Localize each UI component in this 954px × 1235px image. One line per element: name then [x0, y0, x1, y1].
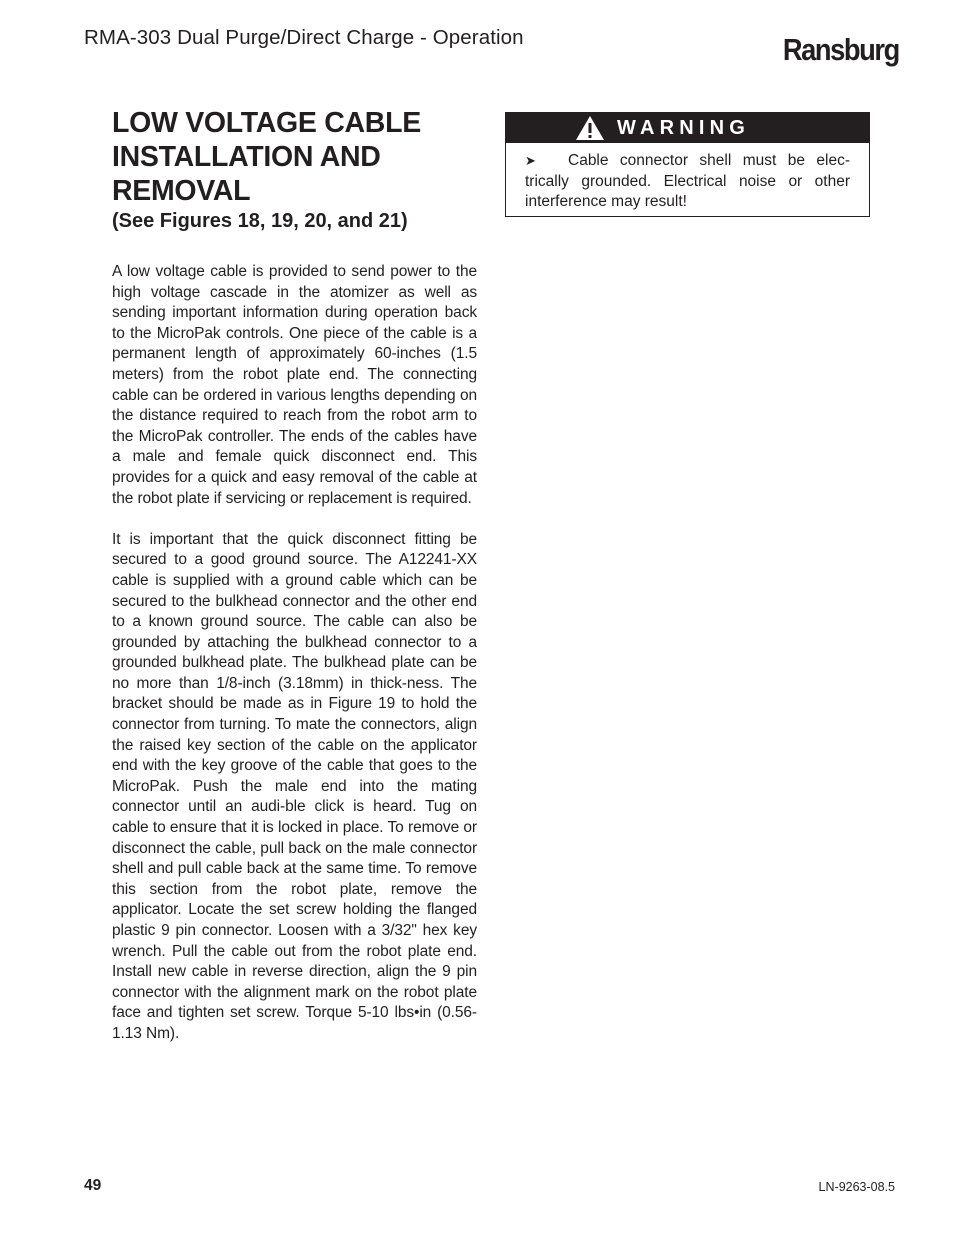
page-header-title: RMA-303 Dual Purge/Direct Charge - Operation: [84, 26, 524, 49]
section-subheading: (See Figures 18, 19, 20, and 21): [112, 210, 408, 232]
warning-box: [505, 112, 870, 217]
warning-header-bar: [506, 113, 869, 143]
warning-text: Cable connector shell must be elec-trically grounded. Electrical noise or other interference may result!: [525, 152, 850, 211]
warning-body: [506, 143, 869, 213]
document-number: LN-9263-08.5: [818, 1180, 895, 1194]
body-paragraph: It is important that the quick disconnect fitting be secured to a good ground source. The A12241-XX cable is supplied with a ground cable which can be secured to the bulkhead connector and the other end to a known ground source. The cable can also be grounded by attaching the bulkhead connector to a grounded bulkhead plate. The bulkhead plate can be no more than 1/8-inch (3.18mm) in thick-ness. The bracket should be made as in Figure 19 to hold the connector from turning. To mate the connectors, align the raised key section of the cable on the applicator end with the key groove of the cable that goes to the MicroPak. Push the male end into the mating connector until an audi-ble click is heard. Tug on cable to ensure that it is locked in place. To remove or disconnect the cable, pull back on the male connector shell and pull cable back at the same time. To remove this section from the robot plate, remove the applicator. Locate the set screw holding the flanged plastic 9 pin connector. Loosen with a 3/32" hex key wrench. Pull the cable out from the robot plate end. Install new cable in reverse direction, align the 9 pin connector with the alignment mark on the robot plate face and tighten set screw. Torque 5-10 lbs•in (0.56-1.13 Nm).: [112, 530, 477, 1042]
section-heading: LOW VOLTAGE CABLE INSTALLATION AND REMOVAL: [112, 107, 421, 207]
body-paragraph: A low voltage cable is provided to send power to the high voltage cascade in the atomizer as well as sending important information during operation back to the MicroPak controls. One piece of the cable is a permanent length of approximately 60-inches (1.5 meters) from the robot plate end. The connecting cable can be ordered in various lengths depending on the distance required to reach from the robot arm to the MicroPak controller. The ends of the cables have a male and female quick disconnect end. This provides for a quick and easy removal of the cable at the robot plate if servicing or replacement is required.: [112, 263, 477, 507]
main-column: [112, 106, 477, 1045]
arrowhead-bullet-icon: ➤: [525, 153, 536, 168]
warning-triangle-icon: [575, 115, 605, 141]
ransburg-logo: Ransburg: [782, 32, 899, 67]
page-number: 49: [84, 1177, 102, 1194]
warning-label: WARNING: [617, 116, 751, 139]
